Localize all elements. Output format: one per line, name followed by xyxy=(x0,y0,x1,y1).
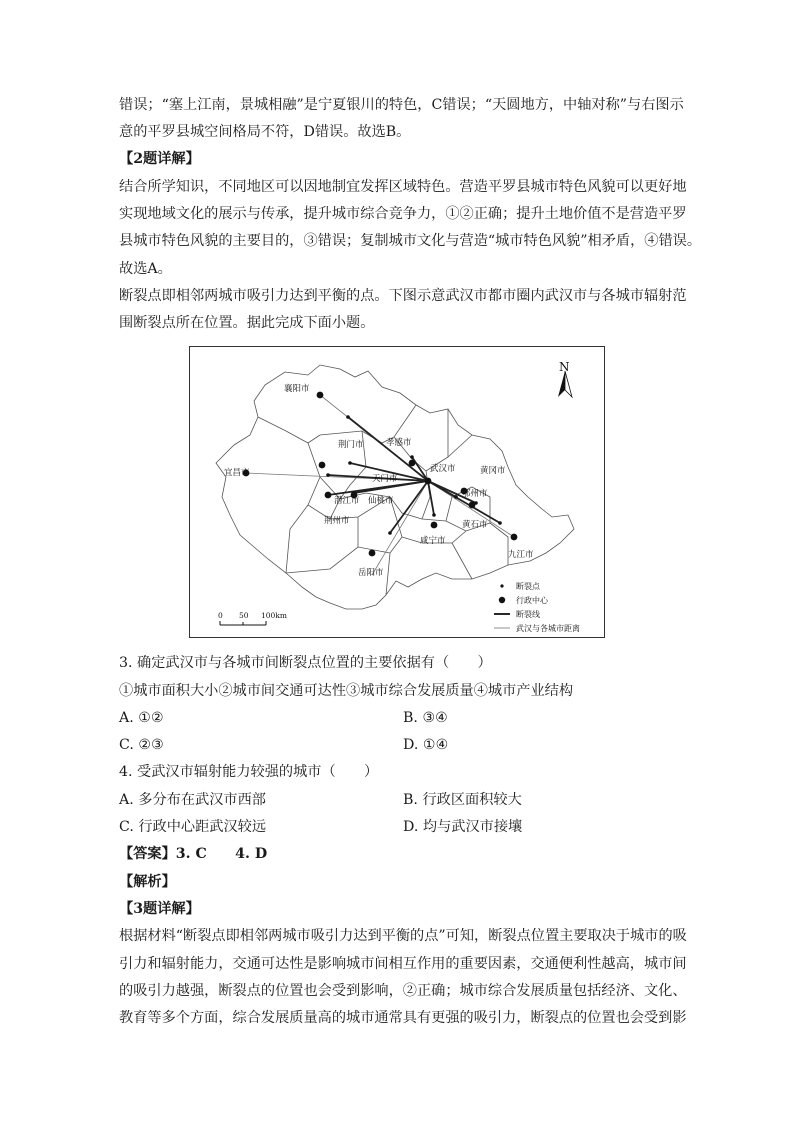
legend-admin-center: 行政中心 xyxy=(516,596,548,605)
text-line: 结合所学知识，不同地区可以因地制宜发挥区域特色。营造平罗县城市特色风貌可以更好地 xyxy=(119,179,687,195)
text-line: 的吸引力越强，断裂点的位置也会受到影响，②正确；城市综合发展质量包括经济、文化、 xyxy=(119,983,687,999)
scale-bar xyxy=(220,621,266,625)
question-4-stem: 4. 受武汉市辐射能力较强的城市（ ） xyxy=(119,764,379,780)
wuhan-metro-map xyxy=(189,346,605,638)
break-lines xyxy=(328,417,500,533)
city-label-huangshi: 黄石市 xyxy=(462,520,488,530)
city-label-huanggang: 黄冈市 xyxy=(480,466,506,476)
legend-break-line: 断裂线 xyxy=(516,610,540,619)
question-4-option-c: C. 行政中心距武汉较远 xyxy=(119,819,267,835)
city-label-qianjiang: 潜江市 xyxy=(334,496,360,506)
city-label-yichang: 宜昌市 xyxy=(224,468,250,478)
city-label-xianning: 咸宁市 xyxy=(420,536,446,546)
question-4-option-d: D. 均与武汉市接壤 xyxy=(403,819,523,835)
question-3-option-a: A. ①② xyxy=(119,710,164,726)
analysis-heading: 【解析】 xyxy=(119,874,176,890)
text-line: 根据材料“断裂点即相邻两城市吸引力达到平衡的点”可知，断裂点位置主要取决于城市的吸 xyxy=(119,928,687,944)
text-line: 意的平罗县城空间格局不符，D错误。故选B。 xyxy=(119,124,411,140)
scale-label-end: 100km xyxy=(261,611,287,620)
question-3-option-d: D. ①④ xyxy=(403,737,449,753)
city-label-jingzhou: 荆州市 xyxy=(324,516,350,526)
city-label-yueyang: 岳阳市 xyxy=(358,568,384,578)
question-3-stem: 3. 确定武汉市与各城市间断裂点位置的主要依据有（ ） xyxy=(119,655,492,671)
question-4-option-a: A. 多分布在武汉市西部 xyxy=(119,792,266,808)
text-line: 引力和辐射能力，交通可达性是影响城市间相互作用的重要因素，交通便利性越高，城市间 xyxy=(119,956,687,972)
city-label-jiujiang: 九江市 xyxy=(508,550,534,560)
text-line: 实现地域文化的展示与传承，提升城市综合竞争力，①②正确；提升土地价值不是营造平罗 xyxy=(119,206,687,222)
section-heading: 【3题详解】 xyxy=(119,901,200,917)
legend-break-point: 断裂点 xyxy=(516,582,540,591)
text-line: 县城市特色风貌的主要目的，③错误；复制城市文化与营造“城市特色风貌”相矛盾，④错误。 xyxy=(119,233,702,249)
city-label-xiangyang: 襄阳市 xyxy=(284,384,310,394)
question-4-option-b: B. 行政区面积较大 xyxy=(403,792,522,808)
section-heading: 【2题详解】 xyxy=(119,151,200,167)
question-3-option-c: C. ②③ xyxy=(119,737,164,753)
answer-line: 【答案】3. C 4. D xyxy=(119,846,268,862)
question-3-option-b: B. ③④ xyxy=(403,710,448,726)
scale-label-zero: 0 xyxy=(218,611,223,620)
text-line: 围断裂点所在位置。据此完成下面小题。 xyxy=(119,315,375,331)
city-label-ezhou: 鄂州市 xyxy=(462,489,488,499)
text-line: 故选A。 xyxy=(119,261,172,277)
text-line: 教育等多个方面，综合发展质量高的城市通常具有更强的吸引力，断裂点的位置也会受到影 xyxy=(119,1010,687,1026)
city-label-wuhan: 武汉市 xyxy=(430,464,456,474)
text-line: 错误；“塞上江南，景城相融”是宁夏银川的特色，C错误；“天圆地方，中轴对称”与右图示 xyxy=(119,97,684,113)
legend-distance: 武汉与各城市距离 xyxy=(516,624,580,633)
question-3-items: ①城市面积大小②城市间交通可达性③城市综合发展质量④城市产业结构 xyxy=(119,683,574,699)
north-arrow-icon xyxy=(558,371,572,397)
legend-admin-center-symbol xyxy=(499,597,505,603)
city-label-xiantao: 仙桃市 xyxy=(368,496,394,506)
north-label: N xyxy=(559,360,570,374)
city-label-jingmen: 荆门市 xyxy=(338,440,364,450)
city-label-xiaogan: 孝感市 xyxy=(386,438,412,448)
legend-break-point-symbol xyxy=(500,584,503,587)
city-label-tianmen: 天门市 xyxy=(372,474,398,484)
text-line: 断裂点即相邻两城市吸引力达到平衡的点。下图示意武汉市都市圈内武汉市与各城市辐射范 xyxy=(119,288,687,304)
map-legend xyxy=(494,584,510,628)
distance-lines xyxy=(246,395,514,575)
scale-label-mid: 50 xyxy=(239,611,249,620)
